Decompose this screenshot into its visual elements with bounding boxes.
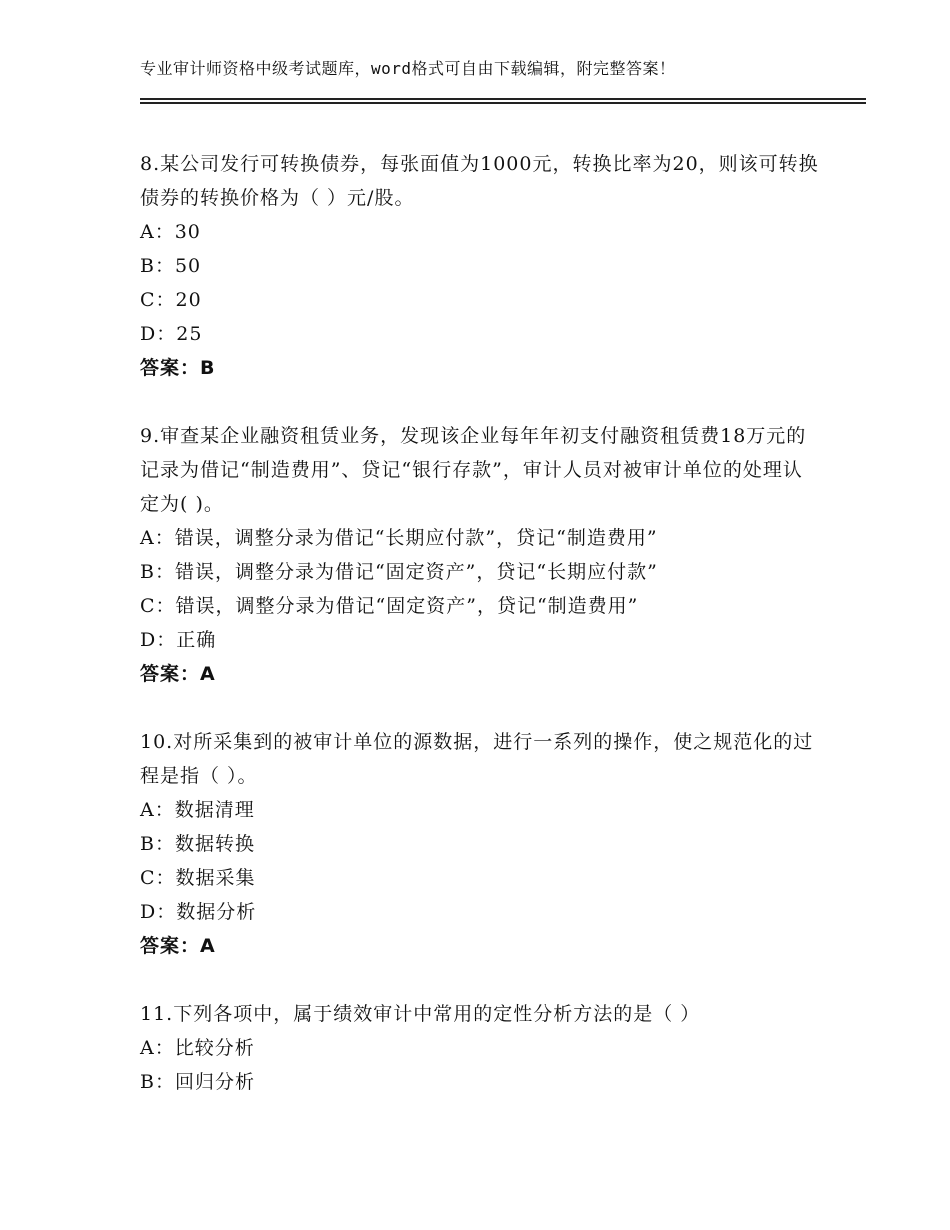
option-b: B：回归分析 (140, 1071, 255, 1093)
option-c: C：20 (140, 289, 202, 311)
option-c: C：数据采集 (140, 867, 256, 889)
question-stem: 9.审查某企业融资租赁业务，发现该企业每年年初支付融资租赁费18万元的记录为借记“制造费用”、贷记“银行存款”，审计人员对被审计单位的处理认定为( )。 (140, 425, 807, 515)
question-stem: 8.某公司发行可转换债券，每张面值为1000元，转换比率为20，则该可转换债券的转换价格为（ ）元/股。 (140, 153, 819, 209)
header-divider-top (140, 98, 866, 100)
question-11 (140, 997, 820, 1099)
option-a: A：30 (140, 221, 201, 243)
option-b: B：错误，调整分录为借记“固定资产”，贷记“长期应付款” (140, 561, 658, 583)
question-stem: 11.下列各项中，属于绩效审计中常用的定性分析方法的是（ ） (140, 1003, 701, 1025)
option-a: A：错误，调整分录为借记“长期应付款”，贷记“制造费用” (140, 527, 658, 549)
question-list (140, 147, 820, 1133)
option-c: C：错误，调整分录为借记“固定资产”，贷记“制造费用” (140, 595, 639, 617)
header-divider-bottom (140, 102, 866, 104)
option-d: D：25 (140, 323, 203, 345)
option-d: D：数据分析 (140, 901, 257, 923)
question-8 (140, 147, 820, 385)
question-9 (140, 419, 820, 691)
option-a: A：比较分析 (140, 1037, 255, 1059)
option-b: B：数据转换 (140, 833, 255, 855)
question-10 (140, 725, 820, 963)
answer-label: 答案：B (140, 357, 216, 379)
option-d: D：正确 (140, 629, 217, 651)
question-stem: 10.对所采集到的被审计单位的源数据，进行一系列的操作，使之规范化的过程是指（ ）。 (140, 731, 814, 787)
page-header: 专业审计师资格中级考试题库，word格式可自由下载编辑，附完整答案！ (140, 59, 676, 78)
answer-label: 答案：A (140, 663, 216, 685)
option-b: B：50 (140, 255, 202, 277)
option-a: A：数据清理 (140, 799, 255, 821)
answer-label: 答案：A (140, 935, 216, 957)
